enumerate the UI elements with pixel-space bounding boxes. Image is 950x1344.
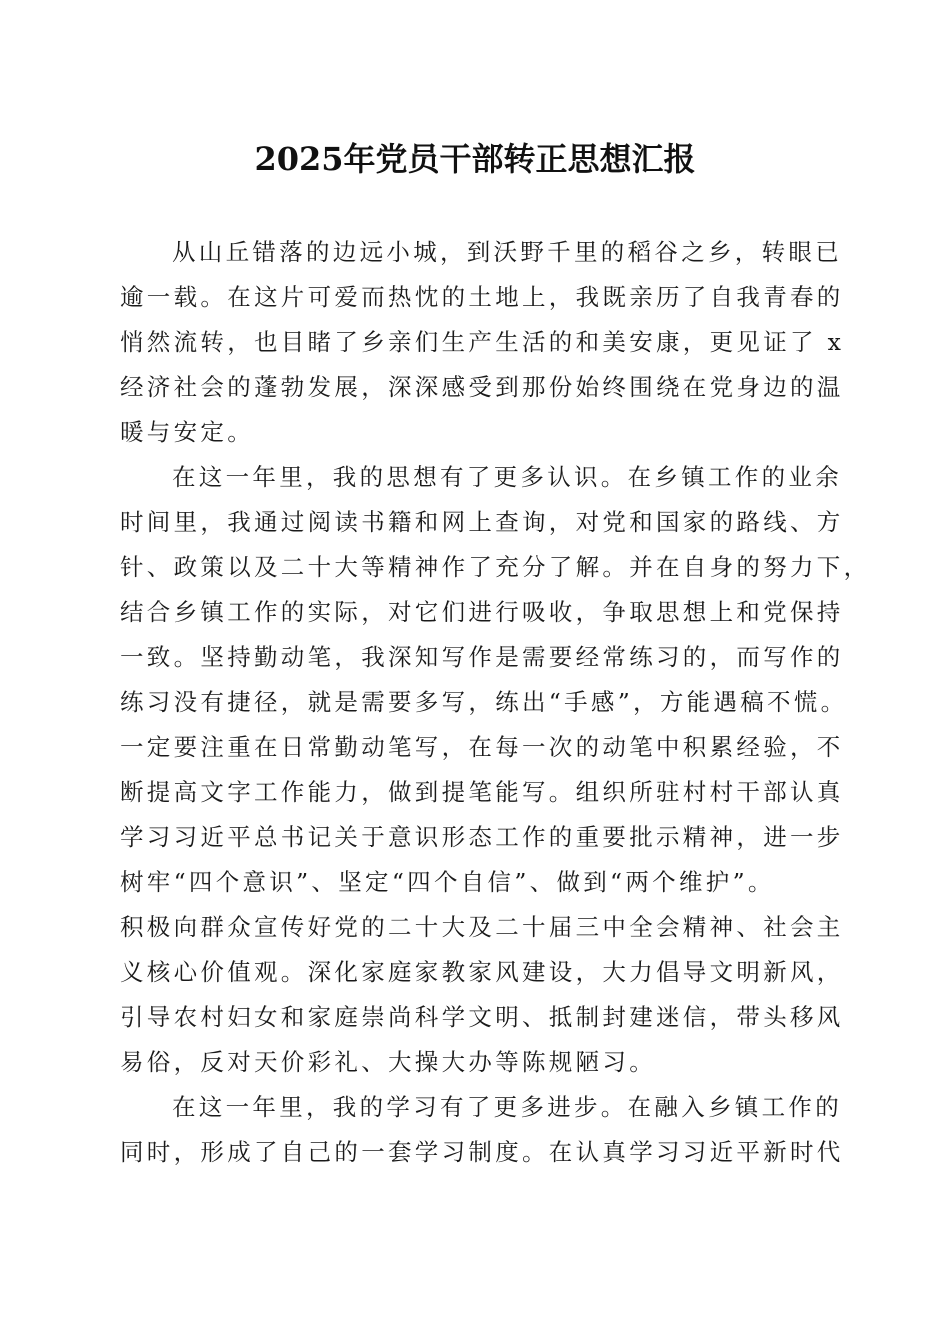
document-body bbox=[120, 230, 871, 1175]
paragraph-line: 悄然流转，也目睹了乡亲们生产生活的和美安康，更见证了 x bbox=[120, 328, 845, 356]
paragraph-line: 在这一年里，我的思想有了更多认识。在乡镇工作的业余 bbox=[172, 463, 842, 491]
paragraph-line: 易俗，反对天价彩礼、大操大办等陈规陋习。 bbox=[120, 1048, 656, 1076]
paragraph-line: 引导农村妇女和家庭崇尚科学文明、抵制封建迷信，带头移风 bbox=[120, 1003, 844, 1031]
paragraph-line: 在这一年里，我的学习有了更多进步。在融入乡镇工作的 bbox=[172, 1093, 842, 1121]
paragraph-line: 同时，形成了自己的一套学习制度。在认真学习习近平新时代 bbox=[120, 1138, 844, 1166]
paragraph-line: 时间里，我通过阅读书籍和网上查询，对党和国家的路线、方 bbox=[120, 508, 844, 536]
paragraph-line: 一定要注重在日常勤动笔写，在每一次的动笔中积累经验，不 bbox=[120, 733, 844, 761]
paragraph-line: 学习习近平总书记关于意识形态工作的重要批示精神，进一步 bbox=[120, 823, 844, 851]
paragraph-line: 逾一载。在这片可爱而热忱的土地上，我既亲历了自我青春的 bbox=[120, 283, 844, 311]
document-title: 2025年党员干部转正思想汇报 bbox=[254, 140, 696, 178]
paragraph-line: 练习没有捷径，就是需要多写，练出“手感”，方能遇稿不慌。 bbox=[120, 688, 848, 716]
paragraph-line: 经济社会的蓬勃发展，深深感受到那份始终围绕在党身边的温 bbox=[120, 373, 844, 401]
paragraph-line: 从山丘错落的边远小城，到沃野千里的稻谷之乡，转眼已 bbox=[172, 238, 842, 266]
paragraph-line: 结合乡镇工作的实际，对它们进行吸收，争取思想上和党保持 bbox=[120, 598, 844, 626]
paragraph-line: 树牢“四个意识”、坚定“四个自信”、做到“两个维护”。 bbox=[120, 868, 775, 896]
paragraph-line: 暖与安定。 bbox=[120, 418, 254, 446]
paragraph-line: 针、政策以及二十大等精神作了充分了解。并在自身的努力下， bbox=[120, 553, 871, 581]
paragraph-line: 断提高文字工作能力，做到提笔能写。组织所驻村村干部认真 bbox=[120, 778, 844, 806]
paragraph-line: 义核心价值观。深化家庭家教家风建设，大力倡导文明新风， bbox=[120, 958, 844, 986]
paragraph-line: 积极向群众宣传好党的二十大及二十届三中全会精神、社会主 bbox=[120, 913, 844, 941]
paragraph-line: 一致。坚持勤动笔，我深知写作是需要经常练习的，而写作的 bbox=[120, 643, 844, 671]
